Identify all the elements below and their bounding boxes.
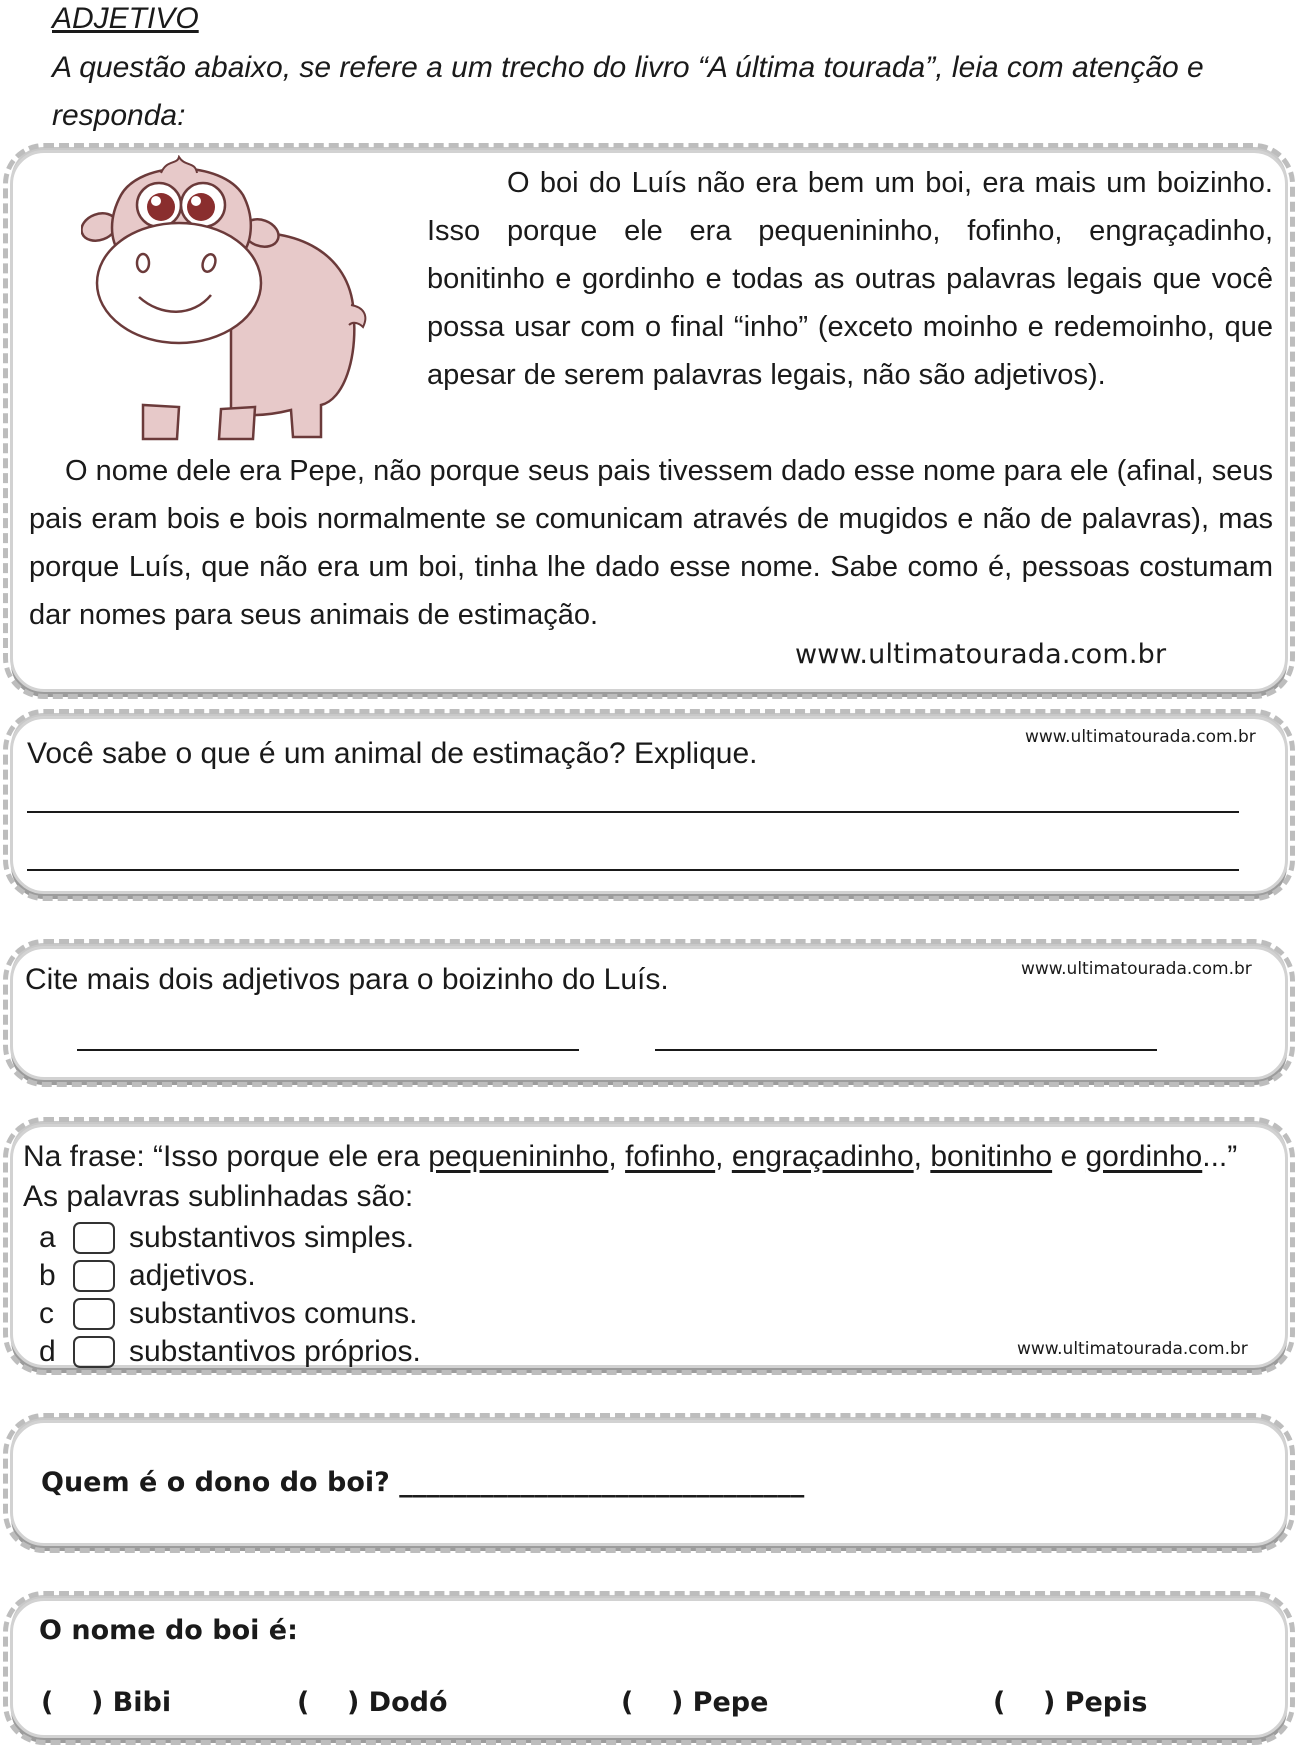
source-url: www.ultimatourada.com.br — [1021, 959, 1252, 979]
checkbox[interactable] — [73, 1336, 115, 1368]
source-url: www.ultimatourada.com.br — [1025, 727, 1256, 747]
question-name-box — [10, 1598, 1288, 1738]
question-underlined-words-text: Na frase: “Isso porque ele era pequenininho, fofinho, engraçadinho, bonitinho e gordinho...” As palavras sublinhadas são: — [23, 1140, 1238, 1213]
underlined-word: bonitinho — [930, 1140, 1053, 1173]
question-name-text: O nome do boi é: — [39, 1615, 298, 1646]
checkbox[interactable] — [73, 1222, 115, 1254]
passage-paragraph-2: O nome dele era Pepe, não porque seus pais tivessem dado esse nome para ele (afinal, seus pais eram bois e bois normalmente se comunicam através de mugidos e não de palavras), mas porque Luís, que não era um boi, tinha lhe dado esse nome. Sabe como é, pessoas costumam dar nomes para seus animais de estimação. — [29, 455, 1273, 631]
underlined-word: gordinho — [1085, 1140, 1203, 1173]
source-url: www.ultimatourada.com.br — [1017, 1339, 1248, 1359]
question-pet-text: Você sabe o que é um animal de estimação? Explique. — [27, 737, 758, 770]
option-letter: d — [39, 1335, 56, 1368]
question-adjectives-text: Cite mais dois adjetivos para o boizinho do Luís. — [25, 963, 669, 996]
underlined-word: pequenininho — [428, 1140, 609, 1173]
answer-line[interactable] — [655, 1049, 1157, 1051]
option-letter: a — [39, 1221, 56, 1254]
cartoon-cow-icon — [81, 155, 381, 445]
choice-pepe[interactable]: ( ) Pepe — [621, 1687, 769, 1718]
option-label: substantivos próprios. — [129, 1335, 421, 1368]
choice-pepis[interactable]: ( ) Pepis — [993, 1687, 1148, 1718]
option-label: substantivos comuns. — [129, 1297, 418, 1330]
question-underlined-words-box — [10, 1124, 1288, 1368]
worksheet-title: ADJETIVO — [52, 2, 199, 35]
question-owner-box — [10, 1420, 1288, 1546]
checkbox[interactable] — [73, 1260, 115, 1292]
option-label: substantivos simples. — [129, 1221, 415, 1254]
checkbox[interactable] — [73, 1298, 115, 1330]
worksheet-instructions: A questão abaixo, se refere a um trecho do livro “A última tourada”, leia com atenção e responda: — [52, 51, 1204, 132]
option-d — [39, 1335, 421, 1369]
question-owner-text[interactable]: Quem é o dono do boi? ______________________________ — [41, 1467, 805, 1498]
answer-line[interactable] — [77, 1049, 579, 1051]
question-adjectives-box — [10, 946, 1288, 1080]
question-pet-box — [10, 716, 1288, 894]
option-a — [39, 1221, 414, 1255]
passage-paragraph-1: O boi do Luís não era bem um boi, era mais um boizinho. Isso porque ele era pequenininho, fofinho, engraçadinho, bonitinho e gordinho e todas as outras palavras legais que você possa usar com o final “inho” (exceto moinho e redemoinho, que apesar de serem palavras legais, não são adjetivos). — [427, 167, 1273, 391]
reading-passage-box — [10, 150, 1288, 692]
option-letter: c — [39, 1297, 54, 1330]
answer-line[interactable] — [27, 869, 1239, 871]
choice-dodo[interactable]: ( ) Dodó — [297, 1687, 448, 1718]
source-url: www.ultimatourada.com.br — [795, 639, 1167, 670]
choice-bibi[interactable]: ( ) Bibi — [41, 1687, 172, 1718]
option-letter: b — [39, 1259, 56, 1292]
option-label: adjetivos. — [129, 1259, 256, 1292]
option-c — [39, 1297, 417, 1331]
underlined-word: engraçadinho — [731, 1140, 914, 1173]
underlined-word: fofinho — [625, 1140, 716, 1173]
answer-line[interactable] — [27, 811, 1239, 813]
option-b — [39, 1259, 256, 1293]
